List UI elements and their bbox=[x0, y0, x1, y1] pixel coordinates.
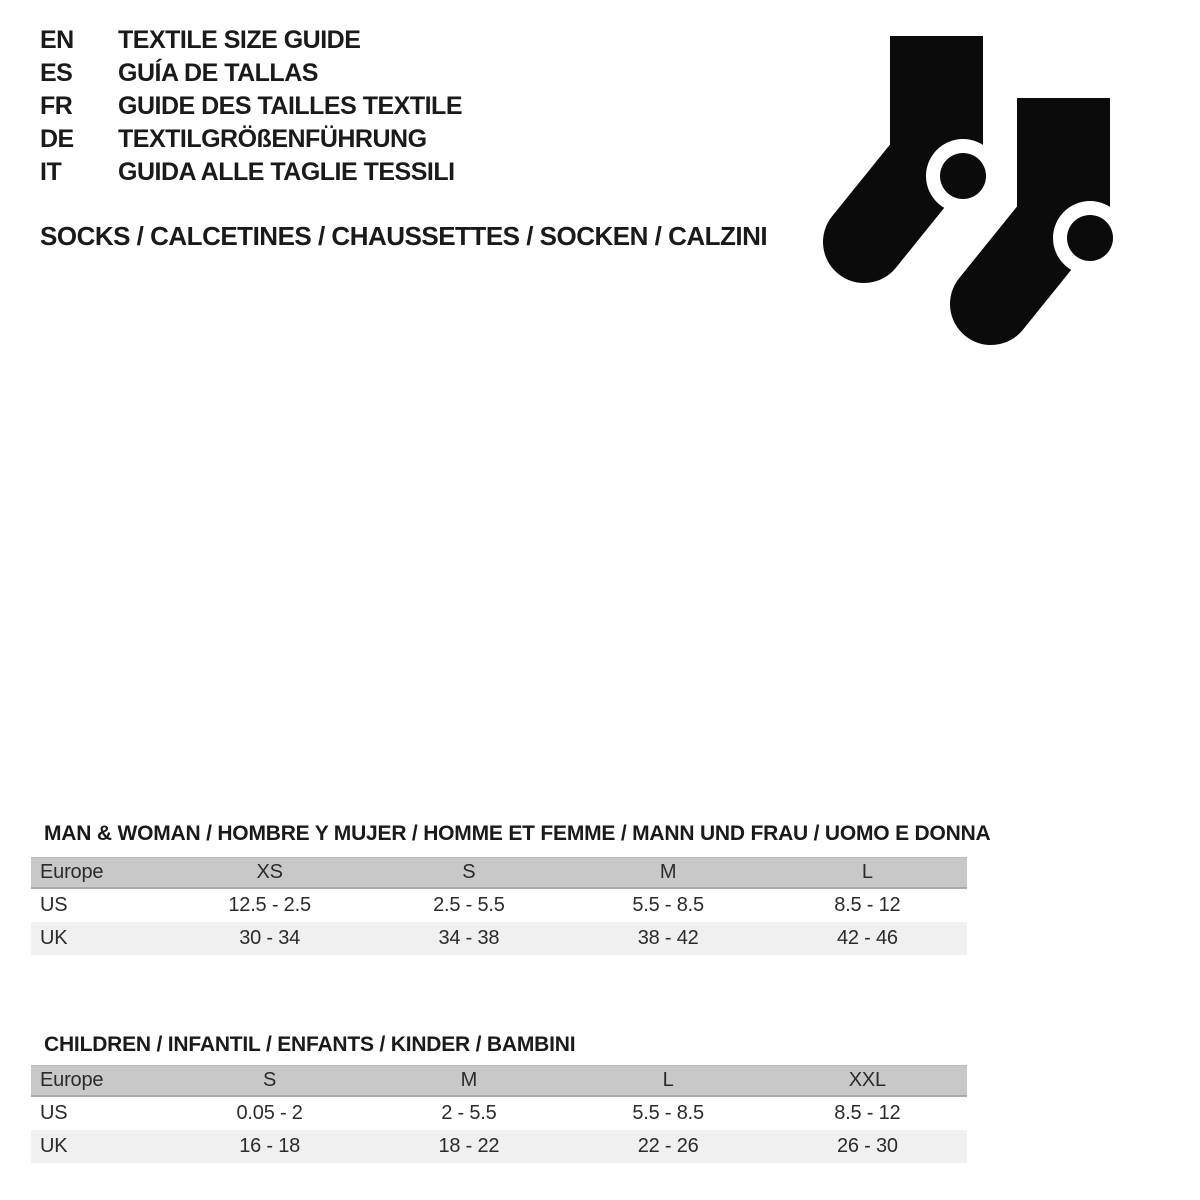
table-row-uk bbox=[31, 922, 967, 955]
sock-left bbox=[864, 36, 1000, 242]
language-label: TEXTILE SIZE GUIDE bbox=[118, 26, 361, 54]
table-cell: 0.05 - 2 bbox=[236, 1102, 303, 1124]
row-label: UK bbox=[40, 927, 68, 949]
table-cell: 2.5 - 5.5 bbox=[433, 894, 505, 916]
table-cell: 22 - 26 bbox=[637, 1135, 699, 1157]
table-row-uk bbox=[31, 1130, 967, 1163]
socks-icon bbox=[820, 36, 1132, 351]
size-table-children bbox=[31, 1065, 967, 1163]
column-header-europe: Europe bbox=[40, 861, 104, 883]
column-header-europe: Europe bbox=[40, 1069, 104, 1091]
column-header-l: L bbox=[861, 861, 873, 883]
language-list bbox=[40, 24, 462, 189]
table-cell: 2 - 5.5 bbox=[441, 1102, 497, 1124]
row-label: UK bbox=[40, 1135, 68, 1157]
table-cell: 38 - 42 bbox=[637, 927, 699, 949]
sock-right bbox=[991, 98, 1127, 304]
language-label: GUÍA DE TALLAS bbox=[118, 59, 318, 87]
language-label: TEXTILGRÖßENFÜHRUNG bbox=[118, 125, 427, 153]
table-cell: 12.5 - 2.5 bbox=[228, 894, 311, 916]
table-cell: 5.5 - 8.5 bbox=[632, 1102, 704, 1124]
table-cell: 16 - 18 bbox=[239, 1135, 301, 1157]
category-title: SOCKS / CALCETINES / CHAUSSETTES / SOCKEN / CALZINI bbox=[40, 221, 768, 251]
table-header-row bbox=[31, 857, 967, 889]
row-label: US bbox=[40, 894, 68, 916]
table-row-us bbox=[31, 1097, 967, 1130]
column-header-xxl: XXL bbox=[848, 1069, 886, 1091]
section-title-children: CHILDREN / INFANTIL / ENFANTS / KINDER / BAMBINI bbox=[44, 1033, 576, 1056]
table-cell: 34 - 38 bbox=[438, 927, 500, 949]
language-code: FR bbox=[40, 92, 73, 120]
language-row-de bbox=[40, 123, 462, 156]
language-row-en bbox=[40, 24, 462, 57]
table-header-row bbox=[31, 1065, 967, 1097]
language-row-fr bbox=[40, 90, 462, 123]
table-row-us bbox=[31, 889, 967, 922]
language-code: ES bbox=[40, 59, 73, 87]
column-header-xs: XS bbox=[256, 861, 283, 883]
column-header-s: S bbox=[462, 861, 476, 883]
row-label: US bbox=[40, 1102, 68, 1124]
language-row-it bbox=[40, 156, 462, 189]
table-cell: 5.5 - 8.5 bbox=[632, 894, 704, 916]
table-cell: 42 - 46 bbox=[836, 927, 898, 949]
language-label: GUIDE DES TAILLES TEXTILE bbox=[118, 92, 463, 120]
column-header-m: M bbox=[659, 861, 677, 883]
table-cell: 18 - 22 bbox=[438, 1135, 500, 1157]
column-header-m: M bbox=[460, 1069, 478, 1091]
size-table-man-woman bbox=[31, 857, 967, 955]
column-header-s: S bbox=[263, 1069, 277, 1091]
table-cell: 8.5 - 12 bbox=[834, 894, 901, 916]
language-code: EN bbox=[40, 26, 74, 54]
language-code: DE bbox=[40, 125, 74, 153]
language-code: IT bbox=[40, 158, 62, 186]
language-label: GUIDA ALLE TAGLIE TESSILI bbox=[118, 158, 455, 186]
language-row-es bbox=[40, 57, 462, 90]
section-title-man-woman: MAN & WOMAN / HOMBRE Y MUJER / HOMME ET FEMME / MANN UND FRAU / UOMO E DONNA bbox=[44, 822, 991, 845]
table-cell: 26 - 30 bbox=[836, 1135, 898, 1157]
column-header-l: L bbox=[662, 1069, 674, 1091]
table-cell: 30 - 34 bbox=[239, 927, 301, 949]
table-cell: 8.5 - 12 bbox=[834, 1102, 901, 1124]
